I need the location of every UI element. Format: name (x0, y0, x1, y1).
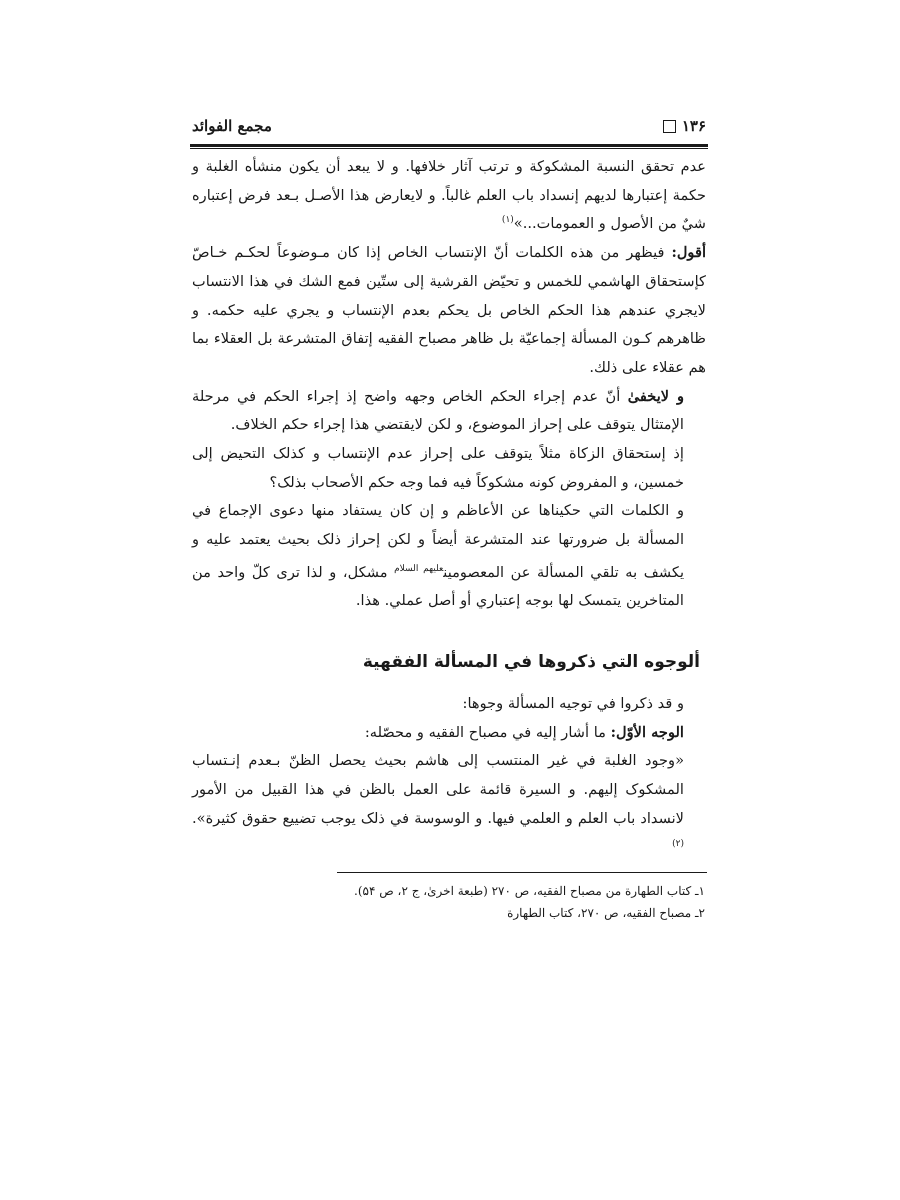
paragraph-aqul: أقول: فيظهر من هذه الكلمات أنّ الإنتساب الخاص إذا كان مـوضوعاً لحكـم خـاصّ كإستحقاق الهاشمي للخمس و تحيّض القرشية إلى ستّين فمع الشك في هذا الانتساب لايجري عندهم هذا الحكم الخاص بل يحكم بعدم الإنتساب و يجري عليه حكمه. و ظاهرهم كـون المسألة إجماعيّة بل ظاهر مصباح الفقيه إتفاق المتشرعة بل العقلاء بما هم عقلاء على ذلك. (192, 244, 706, 376)
square-icon (663, 120, 676, 133)
footnote-rule (337, 872, 707, 873)
paragraph-first-reason: الوجه الأوّل: ما أشار إليه في مصباح الفقيه و محصّله: (364, 723, 684, 741)
paragraph-lead: الوجه الأوّل: (610, 723, 684, 741)
footnote-1: ١ـ كتاب الطهارة من مصباح الفقيه، ص ٢٧٠ (طبعة اخرىٰ، ج ٢، ص ۵۴). (354, 884, 705, 898)
footnote-ref-1: (١) (501, 215, 514, 226)
section-text (192, 690, 706, 862)
book-title: مجمع الفوائد (192, 117, 272, 135)
paragraph-zakat: إذ إستحقاق الزكاة مثلاً يتوقف على إحراز عدم الإنتساب و كذلک التحيض إلى خمسين، و المفروض كونه مشكوكاً فيه فما وجه حكم الأصحاب بذلک؟ (192, 445, 684, 491)
honorific-symbol: عليهم السلام (394, 563, 444, 574)
paragraph-quote: «وجود الغلبة في غير المنتسب إلى هاشم بحيث يحصل الظنّ بـعدم إنـتساب المشكوک إليهم. و السيرة قائمة على العمل بالظن في هذا القبيل من الأمور لانسداد باب العلم و العلمي فيها. و الوسوسة في ذلک يوجب تضييع حقوق كثيرة».$^{(٢)}$ (192, 752, 684, 849)
main-text (192, 153, 706, 616)
page-number (663, 117, 706, 135)
footnote-ref-2: (٢) (672, 838, 684, 849)
header-rule-thin (190, 148, 708, 149)
page-number-text: ١٣۶ (681, 117, 706, 135)
running-header (192, 112, 706, 140)
paragraph-lead: أقول: (671, 244, 706, 262)
footnote-2: ٢ـ مصباح الفقيه، ص ٢٧٠، كتاب الطهارة (507, 906, 705, 920)
footnotes (337, 880, 705, 924)
header-rule-thick (190, 144, 708, 147)
paragraph-kalimat: و الكلمات التي حكيناها عن الأعاظم و إن كان يستفاد منها دعوى الإجماع في المسألة بل ضرورتها عند المتشرعة أيضاً و لكن إحراز ذلک بحيث يعتمد عليه و يكشف به تلقي المسألة عن المعصومين$^{عليهم السلام}$ مشكل، و لذا ترى كلّ واحد من المتاخرين يتمسک لها بوجه إعتباري أو أصل عملي. هذا. (192, 502, 685, 610)
paragraph-lead: و لايخفىٰ (627, 387, 685, 405)
section-heading: ألوجوه التي ذكروها في المسألة الفقهية (362, 652, 700, 672)
paragraph-quote-end: عدم تحقق النسبة المشكوكة و ترتب آثار خلافها. و لا يبعد أن يكون منشأه الغلبة و حكمة إعتبارها لديهم إنسداد باب العلم غالباً. و لايعارض هذا الأصـل بـعد فرض إعتباره شيٌ من الأصول و العمومات...»$^{(١)}$ (192, 158, 706, 233)
paragraph-la-yakhfa: و لايخفىٰ أنّ عدم إجراء الحكم الخاص وجهه واضح إذ إجراء الحكم في مرحلة الإمتثال يتوقف على إحراز الموضوع، و لكن لايقتضي هذا إجراء حكم الخلاف. (192, 387, 685, 434)
paragraph-intro: و قد ذكروا في توجيه المسألة وجوها: (462, 695, 684, 712)
